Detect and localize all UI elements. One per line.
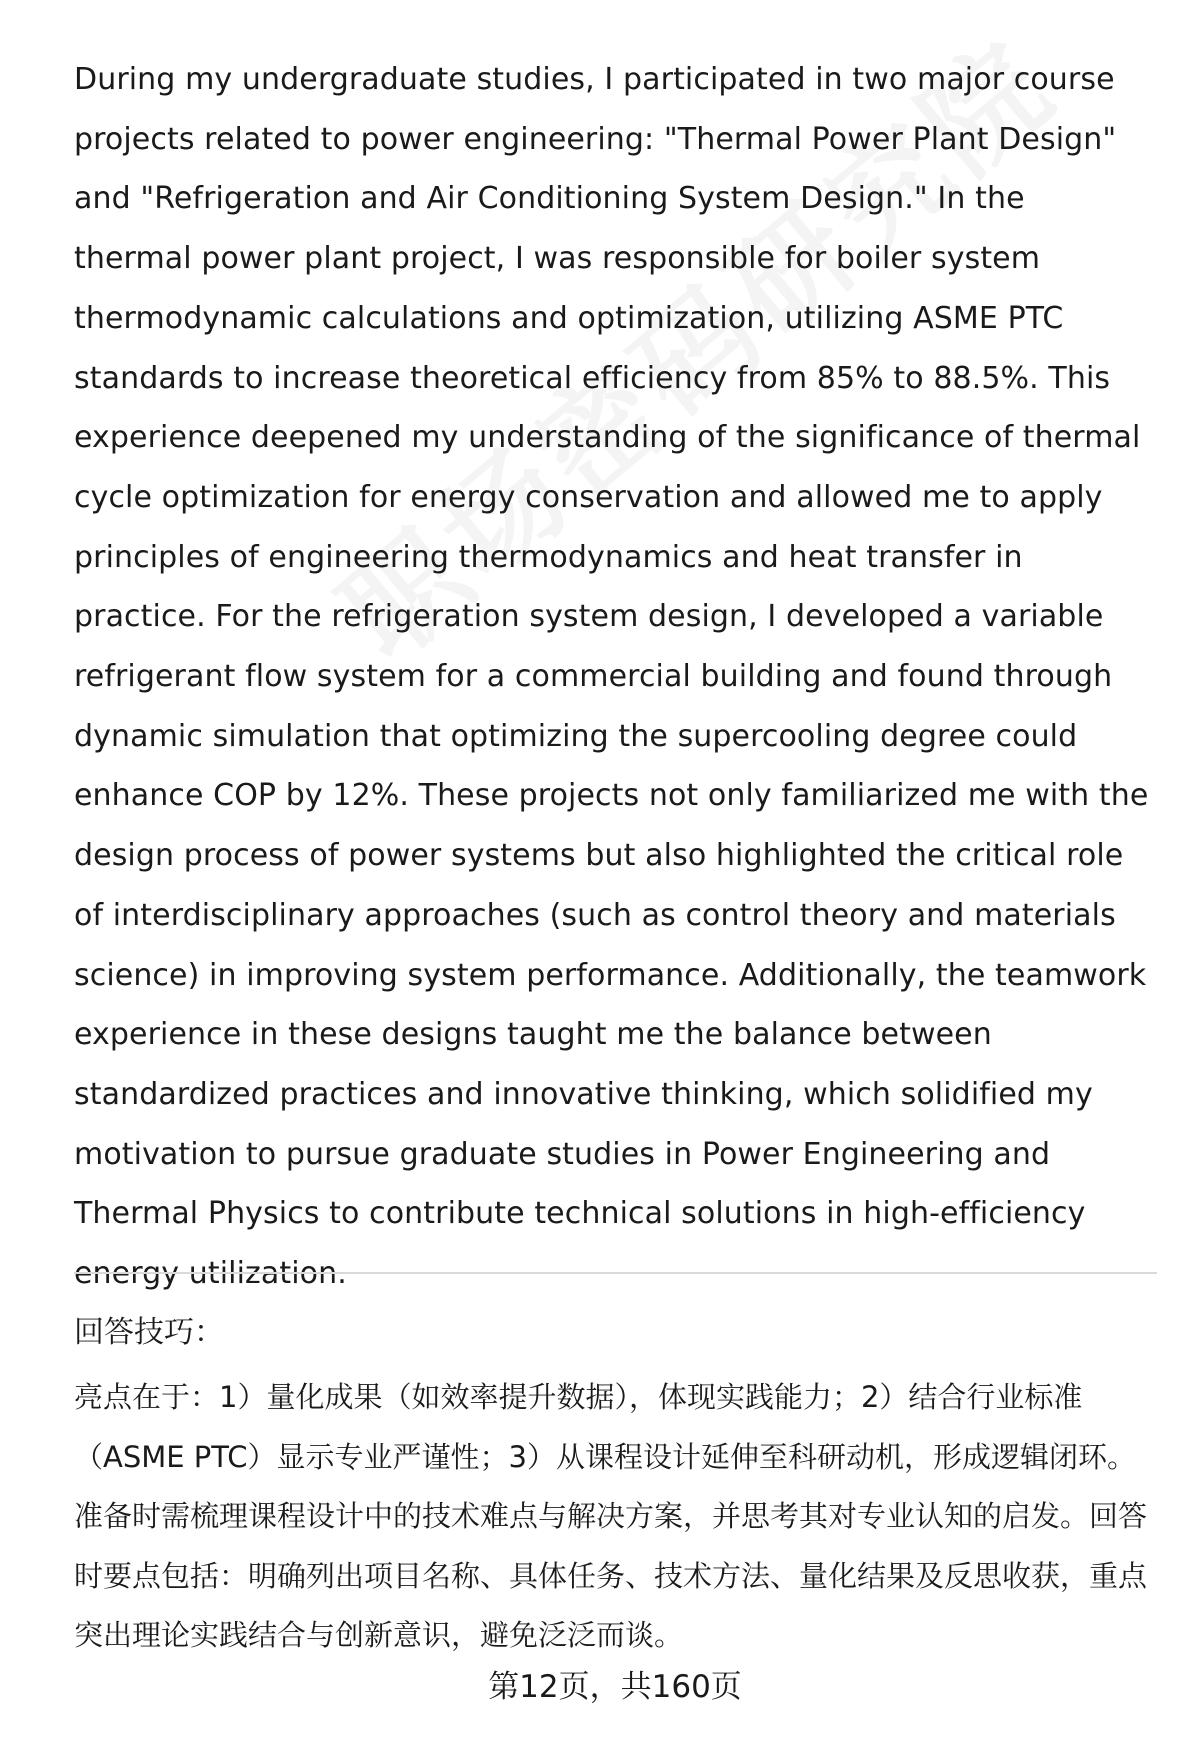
section-divider (74, 1272, 1157, 1274)
answer-paragraph: During my undergraduate studies, I participated in two major course projects related to power engineering: "Thermal Power Plant Design" and "Refrigeration and Air Conditioning System Design." In the thermal power plant project, I was responsible for boiler system thermodynamic calculations and optimization, utilizing ASME PTC standards to increase theoretical efficiency from 85% to 88.5%. This experience deepened my understanding of the significance of thermal cycle optimization for energy conservation and allowed me to apply principles of engineering thermodynamics and heat transfer in practice. For the refrigeration system design, I developed a variable refrigerant flow system for a commercial building and found through dynamic simulation that optimizing the supercooling degree could enhance COP by 12%. These projects not only familiarized me with the design process of power systems but also highlighted the critical role of interdisciplinary approaches (such as control theory and materials science) in improving system performance. Additionally, the teamwork experience in these designs taught me the balance between standardized practices and innovative thinking, which solidified my motivation to pursue graduate studies in Power Engineering and Thermal Physics to contribute technical solutions in high-efficiency energy utilization. (74, 62, 1149, 1292)
page-number: 第12页，共160页 (488, 1669, 742, 1705)
tips-title: 回答技巧： (74, 1315, 224, 1350)
tips-body: 亮点在于：1）量化成果（如效率提升数据），体现实践能力；2）结合行业标准（ASME PTC）显示专业严谨性；3）从课程设计延伸至科研动机，形成逻辑闭环。准备时需梳理课程设计中的技术难点与解决方案，并思考其对专业认知的启发。回答时要点包括：明确列出项目名称、具体任务、技术方法、量化结果及反思收获，重点突出理论实践结合与创新意识，避免泛泛而谈。 (74, 1380, 1148, 1652)
